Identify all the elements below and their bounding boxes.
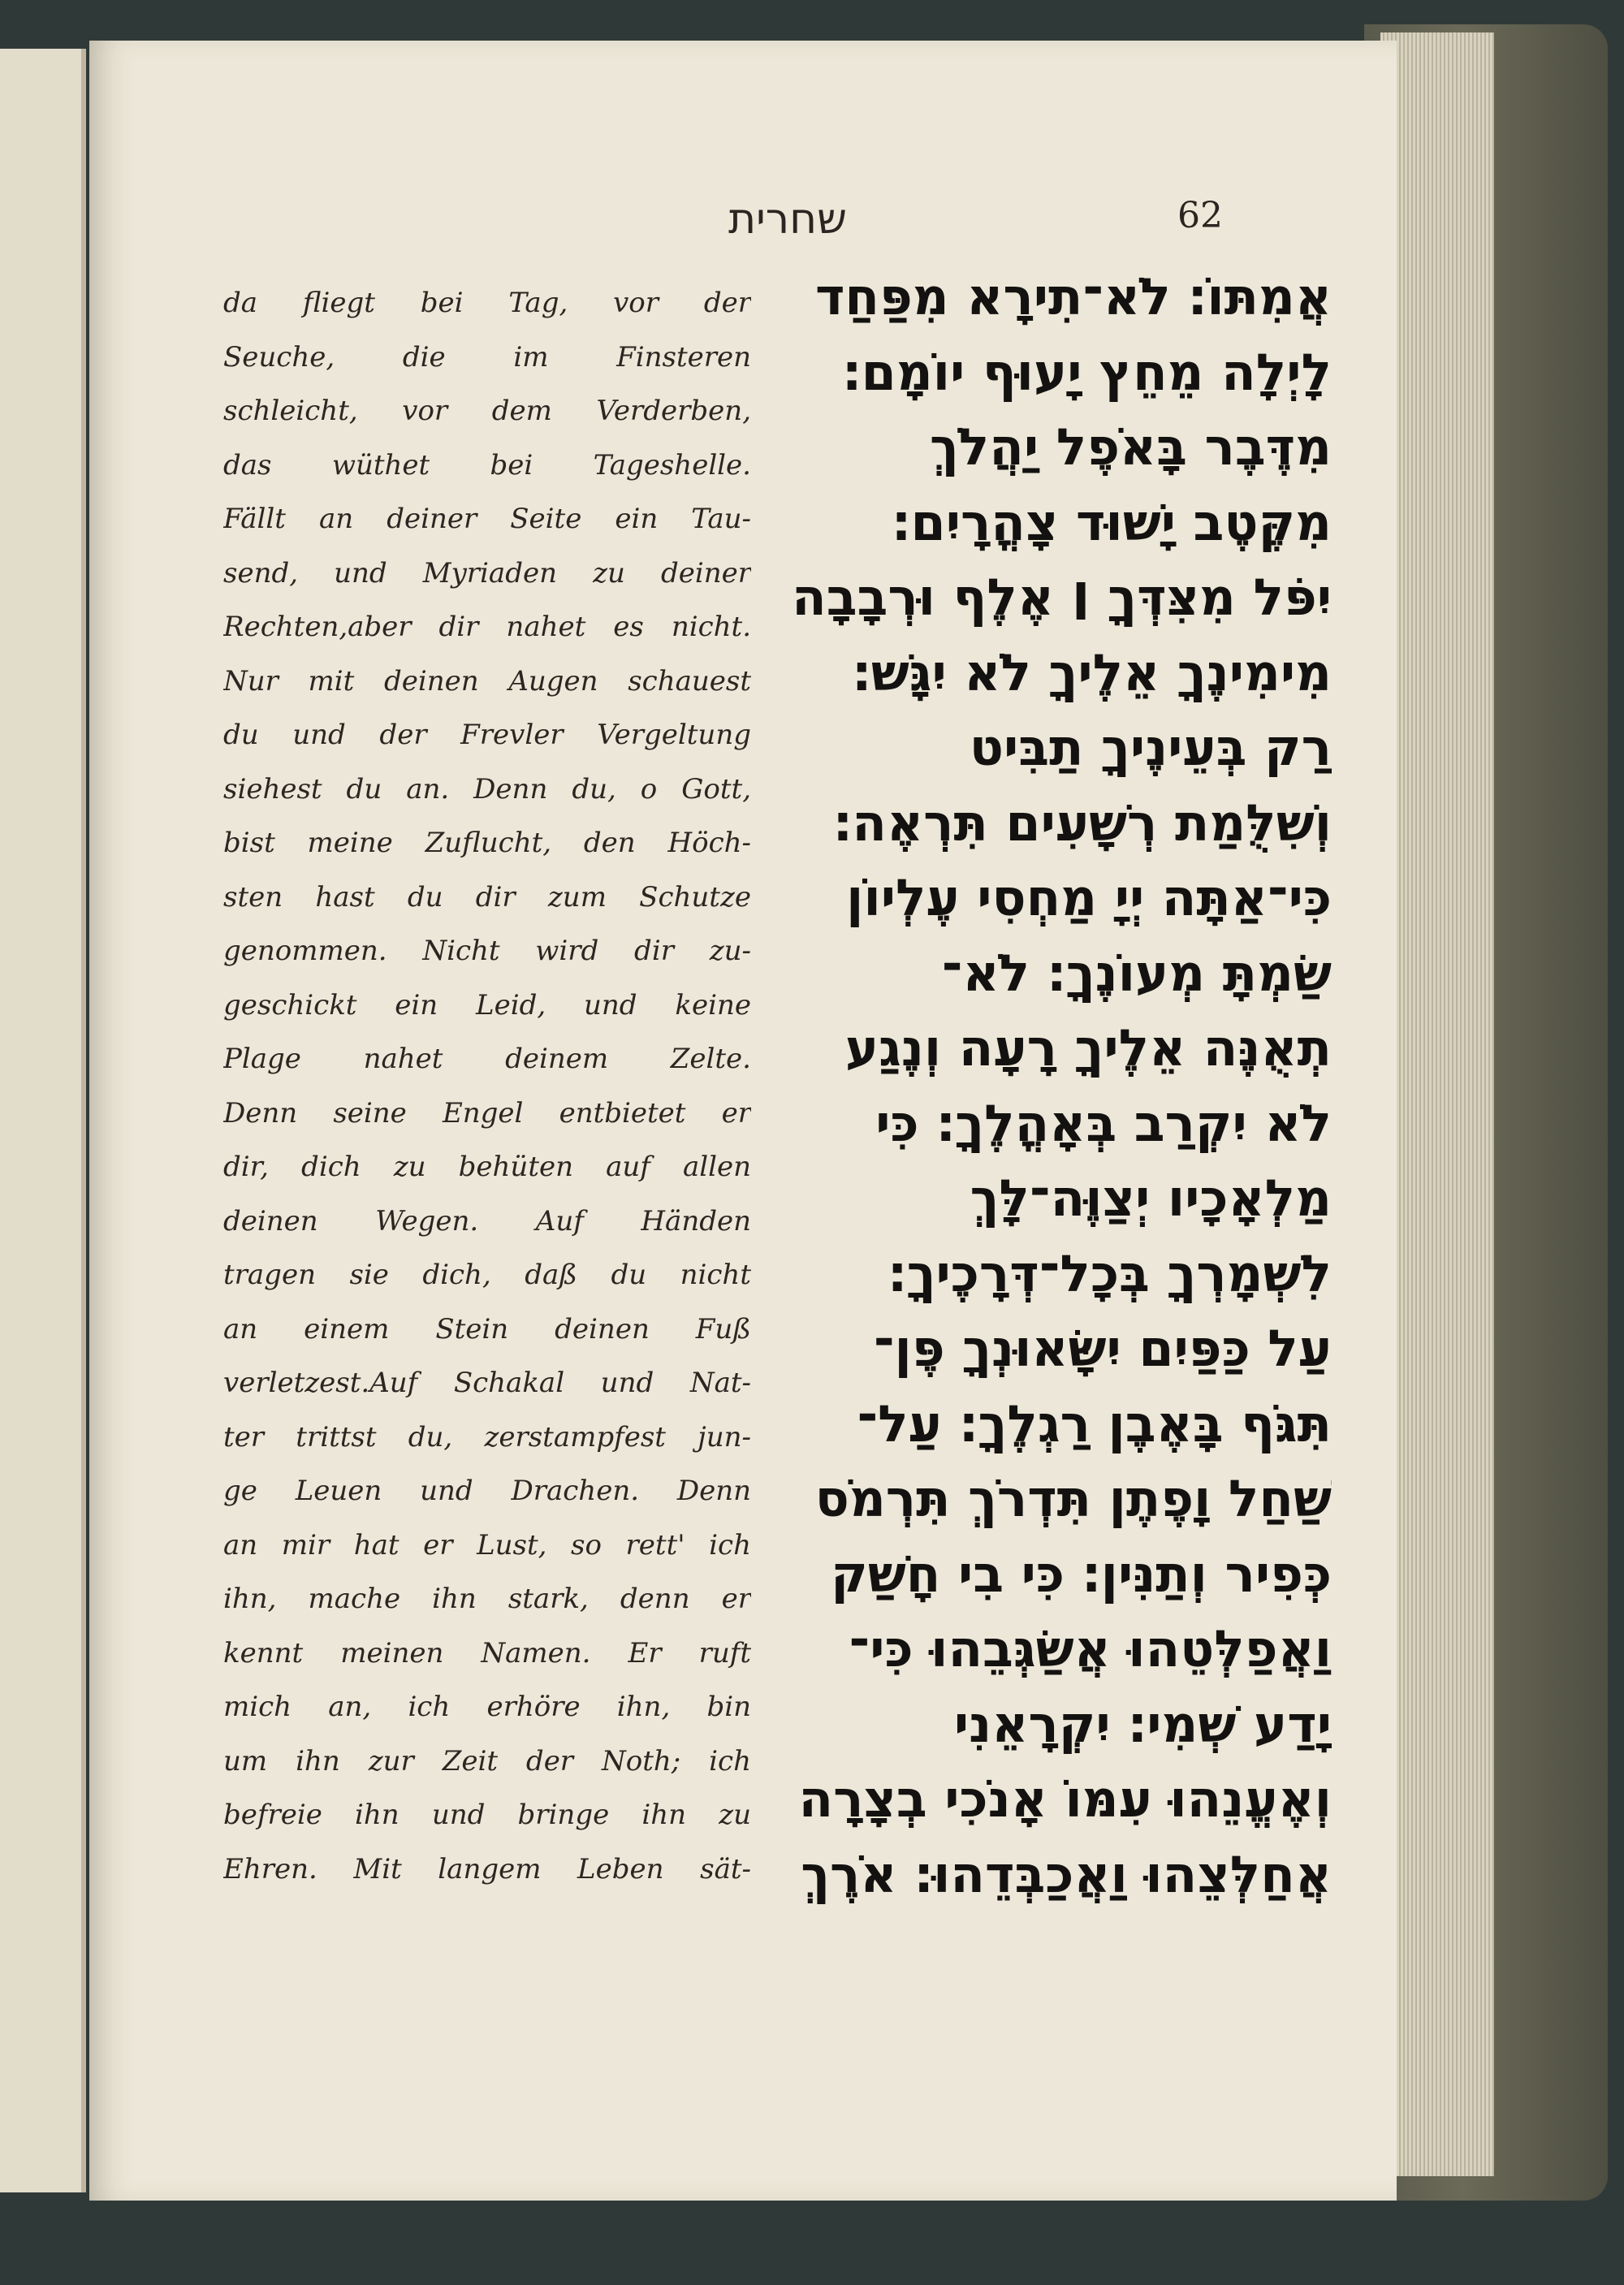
german-line: mich an, ich erhöre ihn, bin — [223, 1691, 751, 1723]
hebrew-line: עַל כַּפַּיִם יִשָּׂאוּנְךָ פֶּן־ — [873, 1319, 1332, 1378]
german-line: geschickt ein Leid, und keine — [223, 988, 751, 1022]
german-line: deinen Wegen. Auf Händen — [223, 1204, 751, 1238]
german-line: Nur mit deinen Augen schauest — [223, 664, 751, 698]
hebrew-line: שַׂמְתָּ מְעוֹנֶךָ׃ לֹא־ — [941, 943, 1332, 1003]
german-line: kennt meinen Namen. Er ruft — [223, 1636, 751, 1669]
german-line: Rechten,aber dir nahet es nicht. — [223, 611, 751, 643]
german-line: Plage nahet deinem Zelte. — [223, 1043, 751, 1075]
german-line: siehest du an. Denn du, o Gott, — [223, 772, 751, 806]
hebrew-line: אֲמִתּוֹ׃ לֹא־תִירָא מִפַּחַד — [814, 267, 1332, 326]
hebrew-line: וַאֲפַלְּטֵהוּ אֲשַׂגְּבֵהוּ כִּי־ — [849, 1619, 1332, 1678]
german-line: an mir hat er Lust, so rett' ich — [223, 1528, 751, 1561]
german-line: tragen sie dich, daß du nicht — [223, 1259, 751, 1291]
hebrew-line: יָדַע שְׁמִי׃ יִקְרָאֵנִי — [953, 1694, 1332, 1754]
german-line: Denn seine Engel entbietet er — [223, 1096, 751, 1130]
german-line: befreie ihn und bringe ihn zu — [223, 1799, 751, 1831]
hebrew-line: רַק בְּעֵינֶיךָ תַבִּיט — [969, 718, 1332, 777]
hebrew-line: וְאֶעֱנֵהוּ עִמּוֹ אָנֹכִי בְצָרָה — [798, 1769, 1332, 1829]
german-line: send, und Myriaden zu deiner — [223, 556, 751, 590]
hebrew-line: וְשִׁלֻּמַת רְשָׁעִים תִּרְאֶה׃ — [833, 793, 1332, 853]
page-edges — [1380, 32, 1494, 2176]
hebrew-line: מִקֶּטֶב יָשׁוּד צָהֳרָיִם׃ — [892, 492, 1332, 552]
german-line: ihn, mache ihn stark, denn er — [223, 1583, 751, 1615]
hebrew-line: כִּי־אַתָּה יְיָ מַחְסִי עֶלְיוֹן — [846, 868, 1332, 927]
hebrew-line: לֹא יִקְרַב בְּאָהֳלֶךָ׃ כִּי — [875, 1093, 1332, 1153]
page-number: 62 — [1177, 195, 1223, 236]
hebrew-line: תִּגֹּף בָּאֶבֶן רַגְלֶךָ׃ עַל־ — [857, 1393, 1332, 1454]
german-line: da fliegt bei Tag, vor der — [223, 287, 751, 319]
hebrew-line: שַׁחַל וָפֶתֶן תִּדְרֹךְ תִּרְמֹס — [814, 1469, 1332, 1528]
hebrew-line: לִשְׁמָרְךָ בְּכָל־דְּרָכֶיךָ׃ — [888, 1243, 1332, 1303]
book-page — [89, 41, 1397, 2201]
hebrew-line: לָיְלָה מֵחֵץ יָעוּף יוֹמָם׃ — [842, 342, 1332, 402]
german-line: du und der Frevler Vergeltung — [223, 719, 751, 751]
hebrew-line: מַלְאָכָיו יְצַוֶּה־לָּךְ — [970, 1168, 1332, 1228]
german-line: an einem Stein deinen Fuß — [223, 1312, 751, 1346]
german-line: dir, dich zu behüten auf allen — [223, 1151, 751, 1183]
german-line: verletzest.Auf Schakal und Nat- — [223, 1367, 751, 1399]
hebrew-line: מִימִינֶךָ אֵלֶיךָ לֹא יִגָּשׁ׃ — [852, 642, 1332, 702]
german-line: genommen. Nicht wird dir zu- — [223, 935, 751, 967]
german-line: Fällt an deiner Seite ein Tau- — [223, 503, 751, 535]
page-header — [89, 195, 1397, 268]
german-line: Seuche, die im Finsteren — [223, 340, 751, 374]
german-line: Ehren. Mit langem Leben sät- — [223, 1852, 751, 1885]
german-line: das wüthet bei Tageshelle. — [223, 448, 751, 482]
german-line: ge Leuen und Drachen. Denn — [223, 1475, 751, 1507]
hebrew-line: מִדֶּבֶר בָּאֹפֶל יַהֲלֹךְ — [929, 417, 1332, 477]
german-line: ter trittst du, zerstampfest jun- — [223, 1420, 751, 1454]
hebrew-line: כְּפִיר וְתַנִּין׃ כִּי בִי חָשַׁק — [831, 1544, 1332, 1604]
german-translation-column — [223, 276, 751, 1896]
running-title: שחרית — [728, 195, 847, 244]
german-line: sten hast du dir zum Schutze — [223, 880, 751, 914]
german-line: schleicht, vor dem Verderben, — [223, 395, 751, 427]
hebrew-text-column — [763, 260, 1332, 1912]
hebrew-line: אֲחַלְּצֵהוּ וַאֲכַבְּדֵהוּ׃ אֹרֶךְ — [801, 1844, 1332, 1904]
hebrew-line: תְאֻנֶּה אֵלֶיךָ רָעָה וְנֶגַע — [844, 1018, 1332, 1078]
german-line: bist meine Zuflucht, den Höch- — [223, 827, 751, 859]
german-line: um ihn zur Zeit der Noth; ich — [223, 1744, 751, 1777]
left-page-edge — [0, 49, 86, 2192]
hebrew-line: יִפֹּל מִצִּדְּךָ ׀ אֶלֶף וּרְבָבָה — [792, 568, 1332, 627]
